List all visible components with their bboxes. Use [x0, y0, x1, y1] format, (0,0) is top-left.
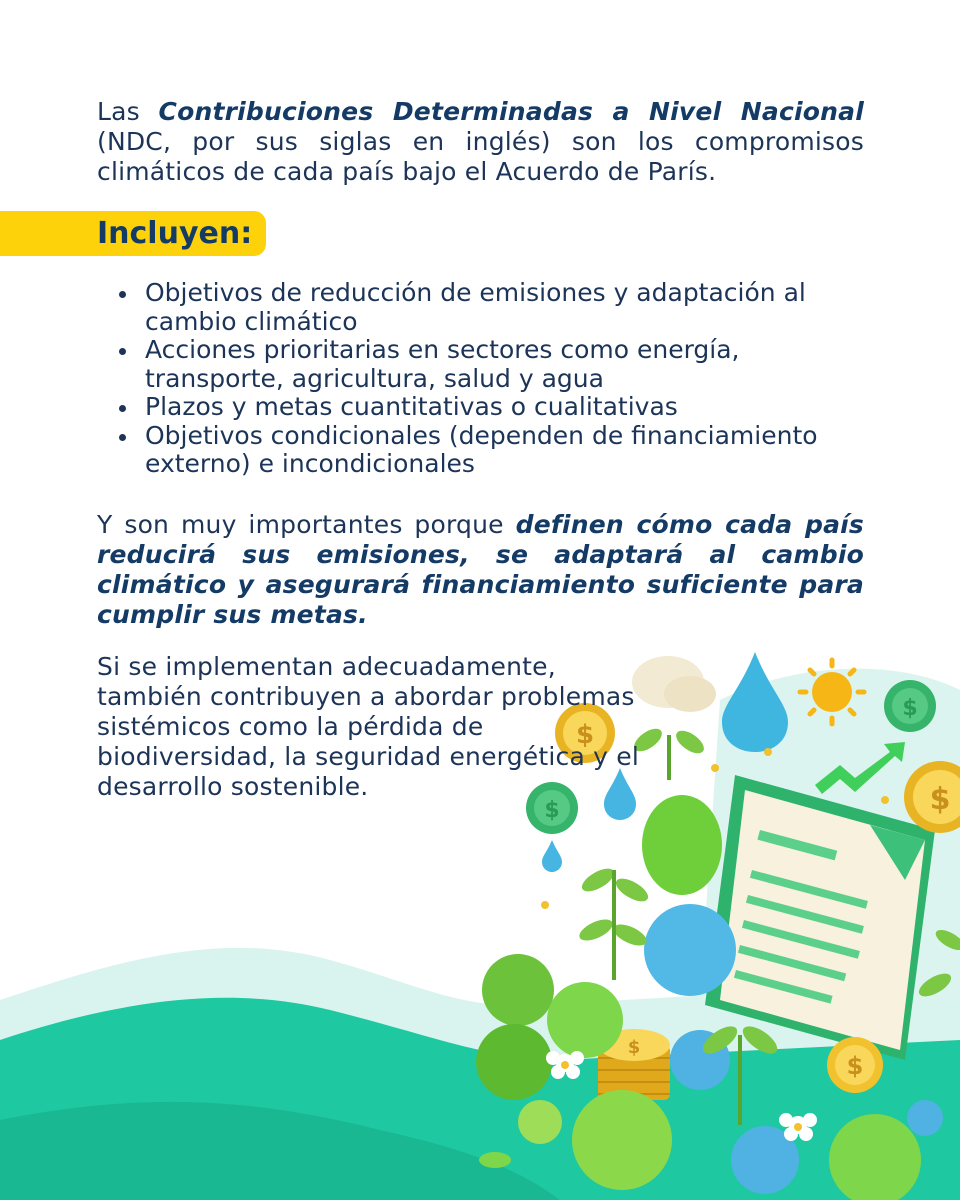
green-capsule-shape: [642, 795, 722, 895]
importance-paragraph: [97, 510, 864, 630]
textured-green-sphere: [482, 954, 554, 1026]
lime-sphere-shape: [572, 1090, 672, 1190]
svg-text:$: $: [902, 696, 918, 721]
list-item-text: Acciones prioritarias en sectores como energía, transporte, agricultura, salud y agua: [145, 335, 740, 393]
list-item: [97, 393, 877, 422]
blue-sphere-small: [907, 1100, 943, 1136]
includes-heading: Incluyen:: [97, 216, 253, 251]
green-coin-icon-top: [884, 680, 936, 732]
importance-prefix: Y son muy importantes porque: [97, 510, 516, 539]
svg-text:$: $: [575, 720, 595, 750]
tiny-water-drop-icon: [542, 840, 562, 872]
list-item-text: Objetivos de reducción de emisiones y adaptación al cambio climático: [145, 278, 806, 336]
list-item: [97, 336, 877, 393]
svg-text:$: $: [627, 1037, 641, 1058]
bullet-icon: [119, 434, 126, 441]
list-item-text: Objetivos condicionales (dependen de financiamiento externo) e incondicionales: [145, 420, 818, 478]
blue-sphere-shape: [644, 904, 736, 996]
list-item: [97, 279, 877, 336]
closing-paragraph: Si se implementan adecuadamente, también contribuyen a abordar problemas sistémicos como la pérdida de biodiversidad, la seguridad energética y el desarrollo sostenible.: [97, 652, 639, 801]
includes-list: [97, 279, 877, 479]
green-chip-shape: [479, 1152, 511, 1168]
bullet-icon: [119, 291, 126, 298]
bullet-icon: [119, 348, 126, 355]
water-drop-icon: [722, 652, 788, 752]
list-item: [97, 422, 877, 479]
lime-sphere-small: [518, 1100, 562, 1144]
green-sphere-shape: [547, 982, 623, 1058]
intro-rest: (NDC, por sus siglas en inglés) son los compromisos climáticos de cada país bajo el Acuerdo de París.: [97, 127, 864, 186]
intro-paragraph: [97, 97, 864, 187]
list-item-text: Plazos y metas cuantitativas o cualitativas: [145, 392, 678, 421]
bullet-icon: [119, 405, 126, 412]
intro-highlight: Contribuciones Determinadas a Nivel Nacional: [158, 97, 864, 126]
svg-text:$: $: [544, 798, 560, 823]
svg-text:$: $: [929, 782, 951, 817]
textured-green-sphere-2: [476, 1024, 552, 1100]
importance-highlight: definen cómo cada país reducirá sus emisiones, se adaptará al cambio climático y asegurará financiamiento suficiente para cumplir sus metas.: [97, 510, 865, 629]
intro-prefix: Las: [97, 97, 159, 126]
svg-text:$: $: [846, 1052, 864, 1080]
